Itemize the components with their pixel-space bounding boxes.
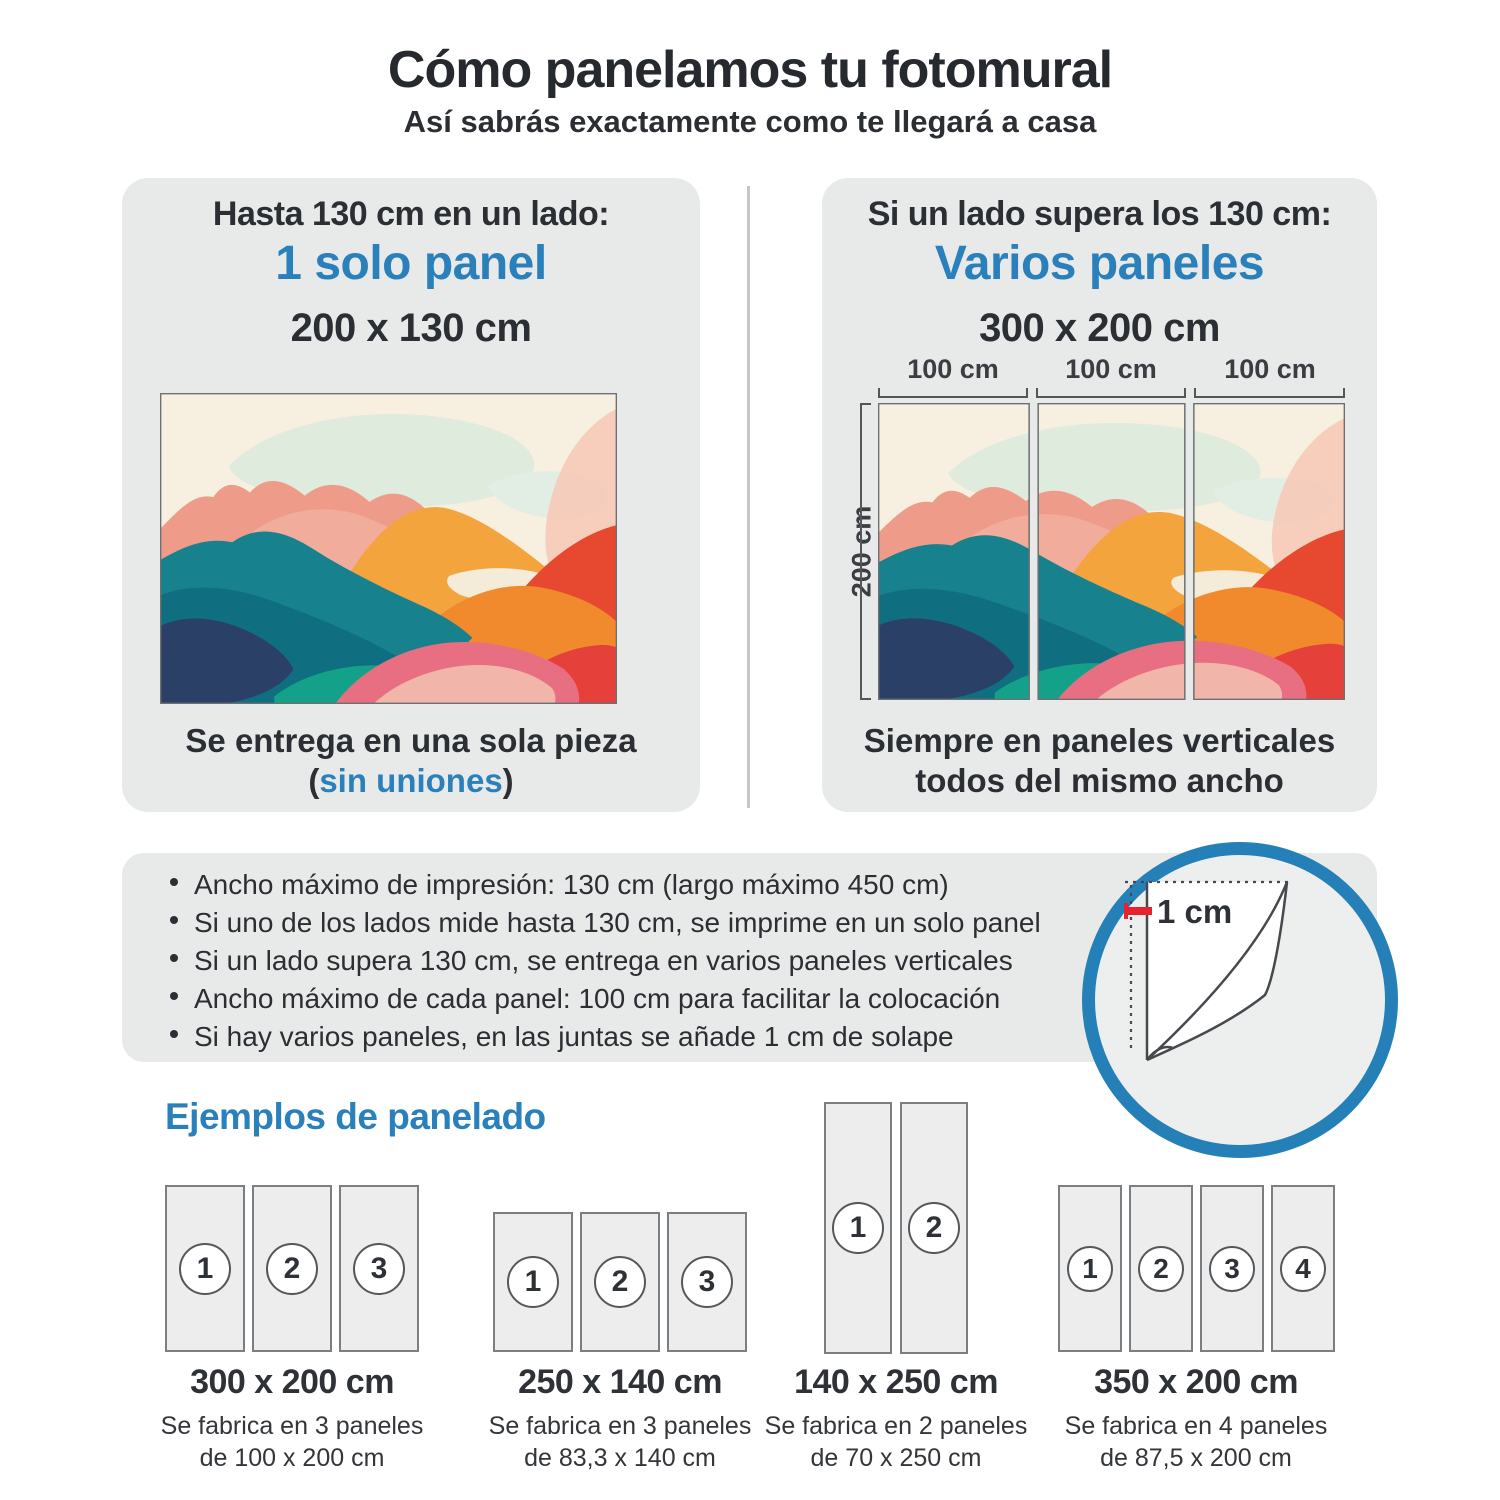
multi-panel-note-2: todos del mismo ancho — [915, 762, 1284, 799]
panel — [824, 1102, 892, 1354]
panel — [252, 1185, 332, 1352]
panel-number-badge: 1 — [507, 1256, 559, 1308]
panel — [667, 1212, 747, 1352]
panel — [580, 1212, 660, 1352]
rule-text: Si un lado supera 130 cm, se entrega en varios paneles verticales — [194, 945, 1013, 976]
panel — [1058, 1185, 1122, 1352]
example-panels-300x200 — [165, 1185, 419, 1352]
single-panel-note: Se entrega en una sola pieza — [185, 722, 637, 759]
bullet-dot — [170, 878, 178, 886]
width-measure-bracket — [1194, 388, 1345, 398]
bullet-dot — [170, 916, 178, 924]
panel — [165, 1185, 245, 1352]
example-desc: de 100 x 200 cm — [199, 1444, 385, 1472]
multi-panel-box — [822, 178, 1377, 812]
mural-image-three-panels — [878, 403, 1345, 700]
example-desc: de 83,3 x 140 cm — [524, 1444, 716, 1472]
width-measure-bracket — [1036, 388, 1186, 398]
paren-close: ) — [502, 762, 514, 799]
panel — [1200, 1185, 1264, 1352]
rule-item — [170, 945, 1041, 983]
single-panel-condition: Hasta 130 cm en un lado: — [212, 195, 610, 233]
panel — [493, 1212, 573, 1352]
panel-number-badge: 1 — [832, 1202, 884, 1254]
page-curl-icon — [1095, 855, 1385, 1145]
example-desc: de 87,5 x 200 cm — [1100, 1444, 1292, 1472]
panel-number-badge: 2 — [594, 1256, 646, 1308]
rule-item — [170, 983, 1041, 1021]
rule-text: Si hay varios paneles, en las juntas se añade 1 cm de solape — [194, 1021, 954, 1052]
multi-panel-size: 300 x 200 cm — [979, 306, 1220, 350]
page-subtitle: Así sabrás exactamente como te llegará a casa — [403, 104, 1097, 139]
single-panel-box — [122, 178, 700, 812]
example-desc: Se fabrica en 3 paneles — [488, 1412, 752, 1440]
example-size: 300 x 200 cm — [190, 1363, 394, 1401]
example-panels-250x140 — [493, 1212, 747, 1352]
multi-panel-result: Varios paneles — [934, 237, 1265, 290]
paren-open: ( — [308, 762, 320, 799]
vertical-divider — [747, 186, 750, 808]
multi-panel-note: Siempre en paneles verticales — [863, 722, 1336, 759]
width-measure-bracket — [878, 388, 1028, 398]
example-desc: Se fabrica en 2 paneles — [764, 1412, 1028, 1440]
single-panel-note-2 — [122, 762, 700, 800]
overlap-size-label: 1 cm — [1157, 893, 1233, 930]
panel-number-badge: 2 — [266, 1243, 318, 1295]
overlap-red-mark — [1126, 907, 1152, 915]
single-panel-result: 1 solo panel — [275, 237, 547, 290]
overlap-detail-circle — [1082, 842, 1398, 1158]
rule-item — [170, 1021, 1041, 1059]
panel-number-badge: 2 — [908, 1202, 960, 1254]
panel-height-label: 200 cm — [846, 505, 877, 598]
rule-text: Ancho máximo de cada panel: 100 cm para facilitar la colocación — [194, 983, 1001, 1014]
panel — [1129, 1185, 1193, 1352]
rule-item — [170, 907, 1041, 945]
example-desc: Se fabrica en 4 paneles — [1064, 1412, 1328, 1440]
panel-number-badge: 1 — [1067, 1246, 1113, 1292]
multi-panel-condition: Si un lado supera los 130 cm: — [867, 195, 1332, 233]
panel-width-label: 100 cm — [907, 354, 999, 384]
no-seams-highlight: sin uniones — [319, 762, 503, 799]
bullet-dot — [170, 1030, 178, 1038]
panel — [1271, 1185, 1335, 1352]
rules-list — [170, 869, 1041, 1059]
example-size: 250 x 140 cm — [518, 1363, 722, 1401]
rule-item — [170, 869, 1041, 907]
example-size: 350 x 200 cm — [1094, 1363, 1298, 1401]
example-caption-140x250 — [746, 1363, 1046, 1474]
example-caption-250x140 — [470, 1363, 770, 1474]
panel-number-badge: 4 — [1280, 1246, 1326, 1292]
panel-width-label: 100 cm — [1224, 354, 1316, 384]
panel-number-badge: 3 — [353, 1243, 405, 1295]
height-measure-bracket — [860, 403, 871, 700]
bullet-dot — [170, 992, 178, 1000]
rule-text: Si uno de los lados mide hasta 130 cm, se imprime en un solo panel — [194, 907, 1041, 938]
mural-image-single — [160, 393, 617, 704]
panel-number-badge: 3 — [1209, 1246, 1255, 1292]
panel-number-badge: 3 — [681, 1256, 733, 1308]
example-size: 140 x 250 cm — [794, 1363, 998, 1401]
page-title: Cómo panelamos tu fotomural — [387, 41, 1113, 99]
example-desc: Se fabrica en 3 paneles — [160, 1412, 424, 1440]
example-caption-300x200 — [142, 1363, 442, 1474]
example-panels-140x250 — [824, 1102, 968, 1354]
example-panels-350x200 — [1058, 1185, 1335, 1352]
panel — [339, 1185, 419, 1352]
rule-text: Ancho máximo de impresión: 130 cm (largo máximo 450 cm) — [194, 869, 949, 900]
single-panel-size: 200 x 130 cm — [290, 306, 532, 350]
examples-heading: Ejemplos de panelado — [165, 1096, 546, 1137]
example-caption-350x200 — [1046, 1363, 1346, 1474]
panel-number-badge: 2 — [1138, 1246, 1184, 1292]
panel-number-badge: 1 — [179, 1243, 231, 1295]
panel — [900, 1102, 968, 1354]
panel-width-label: 100 cm — [1065, 354, 1157, 384]
example-desc: de 70 x 250 cm — [810, 1444, 982, 1472]
bullet-dot — [170, 954, 178, 962]
